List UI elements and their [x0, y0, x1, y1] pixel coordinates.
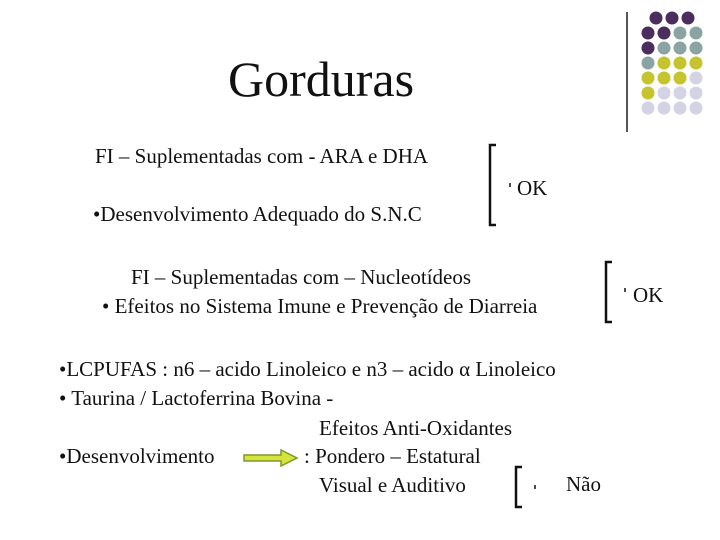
block3-line4-left: •Desenvolvimento — [59, 444, 215, 468]
block3-bracket — [508, 465, 538, 510]
block2-bracket — [600, 260, 630, 325]
decorative-dot — [642, 102, 655, 115]
block3-line3: Efeitos Anti-Oxidantes — [319, 416, 513, 440]
block2-result: OK — [633, 283, 664, 307]
block1-line1: FI – Suplementadas com - ARA e DHA — [95, 144, 429, 168]
right-arrow-icon — [243, 448, 299, 468]
decorative-dot — [690, 72, 703, 85]
decorative-dot — [666, 12, 679, 25]
decorative-dot — [674, 72, 687, 85]
block3-result: Não — [566, 472, 601, 496]
decorative-dot — [674, 42, 687, 55]
decorative-dot — [658, 27, 671, 40]
decorative-dot — [658, 87, 671, 100]
block1-result: OK — [517, 176, 548, 200]
decorative-dot — [690, 87, 703, 100]
block1-line2: •Desenvolvimento Adequado do S.N.C — [93, 202, 422, 226]
block1-bracket — [486, 143, 516, 228]
decorative-dot — [642, 27, 655, 40]
decorative-dot — [642, 72, 655, 85]
block2-line2: • Efeitos no Sistema Imune e Prevenção de Diarreia — [102, 294, 538, 318]
decorative-dot — [690, 102, 703, 115]
block3-line2: • Taurina / Lactoferrina Bovina - — [59, 386, 334, 410]
decorative-dot — [674, 102, 687, 115]
decorative-dot — [642, 87, 655, 100]
decorative-dot — [658, 42, 671, 55]
decorative-dot — [690, 57, 703, 70]
block3-line5: Visual e Auditivo — [319, 473, 466, 497]
block2-line1: FI – Suplementadas com – Nucleotídeos — [131, 265, 472, 289]
slide-title: Gorduras — [228, 51, 415, 107]
decorative-dot — [658, 102, 671, 115]
decorative-dot — [658, 57, 671, 70]
decorative-vertical-line — [626, 12, 628, 132]
decorative-dot — [674, 87, 687, 100]
decorative-dot — [674, 27, 687, 40]
decorative-dot — [658, 72, 671, 85]
block3-line1: •LCPUFAS : n6 – acido Linoleico e n3 – acido α Linoleico — [59, 357, 556, 381]
block3-line4-right: : Pondero – Estatural — [304, 444, 481, 468]
decorative-dot — [642, 57, 655, 70]
decorative-dot — [642, 42, 655, 55]
decorative-dot-grid — [640, 10, 720, 120]
decorative-dot — [674, 57, 687, 70]
decorative-dot — [650, 12, 663, 25]
decorative-dot — [690, 27, 703, 40]
decorative-dot — [682, 12, 695, 25]
decorative-dot — [690, 42, 703, 55]
